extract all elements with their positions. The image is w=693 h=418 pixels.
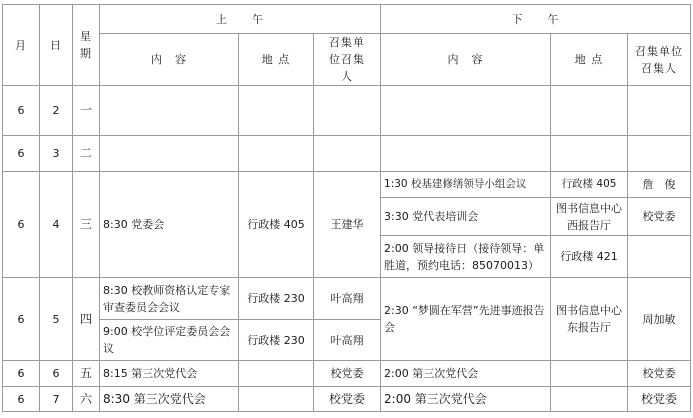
table-row [3, 361, 691, 387]
cell-pm-content: 2:00 领导接待日（接待领导：单胜道，预约电话：85070013） [381, 236, 551, 278]
cell-am-organizer: 叶高翔 [314, 278, 381, 320]
table-row [3, 136, 691, 172]
cell-am-content [100, 136, 239, 172]
cell-pm-content: 2:30 “梦圆在军营”先进事迹报告会 [381, 278, 551, 361]
cell-pm-location [551, 136, 628, 172]
cell-am-location [239, 361, 314, 387]
cell-am-content: 8:30 党委会 [100, 172, 239, 278]
cell-pm-content [381, 86, 551, 136]
cell-weekday: 一 [73, 86, 100, 136]
cell-am-location: 行政楼 405 [239, 172, 314, 278]
cell-pm-location [551, 361, 628, 387]
cell-pm-organizer [628, 236, 691, 278]
cell-am-location: 行政楼 230 [239, 278, 314, 320]
header-morning: 上 午 [100, 5, 381, 34]
cell-am-organizer [314, 86, 381, 136]
cell-month: 6 [3, 136, 40, 172]
cell-pm-organizer: 詹 俊 [628, 172, 691, 198]
cell-month: 6 [3, 387, 40, 412]
cell-am-location [239, 86, 314, 136]
cell-am-organizer: 王建华 [314, 172, 381, 278]
cell-pm-content: 1:30 校基建修缮领导小组会议 [381, 172, 551, 198]
cell-month: 6 [3, 361, 40, 387]
header-month: 月 [3, 5, 40, 86]
table-row [3, 86, 691, 136]
header-am-content: 内 容 [100, 34, 239, 86]
cell-pm-content: 3:30 党代表培训会 [381, 198, 551, 236]
cell-month: 6 [3, 172, 40, 278]
cell-weekday: 五 [73, 361, 100, 387]
cell-day: 2 [40, 86, 73, 136]
cell-am-content: 8:15 第三次党代会 [100, 361, 239, 387]
cell-am-location [239, 387, 314, 412]
cell-pm-location: 图书信息中心西报告厅 [551, 198, 628, 236]
cell-pm-organizer: 校党委 [628, 361, 691, 387]
cell-am-content: 9:00 校学位评定委员会会议 [100, 320, 239, 361]
cell-day: 6 [40, 361, 73, 387]
header-afternoon: 下 午 [381, 5, 691, 34]
cell-weekday: 二 [73, 136, 100, 172]
cell-pm-organizer: 周加敏 [628, 278, 691, 361]
cell-month: 6 [3, 278, 40, 361]
cell-pm-location [551, 86, 628, 136]
cell-pm-location [551, 387, 628, 412]
header-weekday: 星期 [73, 5, 100, 86]
header-pm-organizer: 召集单位召集人 [628, 34, 691, 86]
cell-am-content: 8:30 校教师资格认定专家审查委员会会议 [100, 278, 239, 320]
cell-pm-organizer [628, 136, 691, 172]
cell-pm-content [381, 136, 551, 172]
table-row [3, 278, 691, 320]
cell-am-organizer [314, 136, 381, 172]
cell-day: 7 [40, 387, 73, 412]
cell-am-organizer: 校党委 [314, 387, 381, 412]
cell-month: 6 [3, 86, 40, 136]
cell-pm-location: 图书信息中心东报告厅 [551, 278, 628, 361]
cell-weekday: 六 [73, 387, 100, 412]
cell-am-content [100, 86, 239, 136]
cell-am-organizer: 校党委 [314, 361, 381, 387]
cell-weekday: 三 [73, 172, 100, 278]
cell-am-location [239, 136, 314, 172]
header-am-organizer: 召集单位召集人 [314, 34, 381, 86]
header-pm-content: 内 容 [381, 34, 551, 86]
cell-am-organizer: 叶高翔 [314, 320, 381, 361]
cell-am-content: 8:30 第三次党代会 [100, 387, 239, 412]
cell-pm-content: 2:00 第三次党代会 [381, 387, 551, 412]
cell-pm-content: 2:00 第三次党代会 [381, 361, 551, 387]
table-row [3, 172, 691, 198]
cell-day: 5 [40, 278, 73, 361]
cell-day: 3 [40, 136, 73, 172]
header-day: 日 [40, 5, 73, 86]
schedule-table [2, 4, 691, 412]
table-row [3, 387, 691, 412]
cell-pm-organizer [628, 86, 691, 136]
cell-pm-location: 行政楼 405 [551, 172, 628, 198]
header-pm-location: 地 点 [551, 34, 628, 86]
header-am-location: 地 点 [239, 34, 314, 86]
cell-am-location: 行政楼 230 [239, 320, 314, 361]
cell-pm-organizer: 校党委 [628, 198, 691, 236]
cell-weekday: 四 [73, 278, 100, 361]
cell-day: 4 [40, 172, 73, 278]
cell-pm-location: 行政楼 421 [551, 236, 628, 278]
cell-pm-organizer: 校党委 [628, 387, 691, 412]
